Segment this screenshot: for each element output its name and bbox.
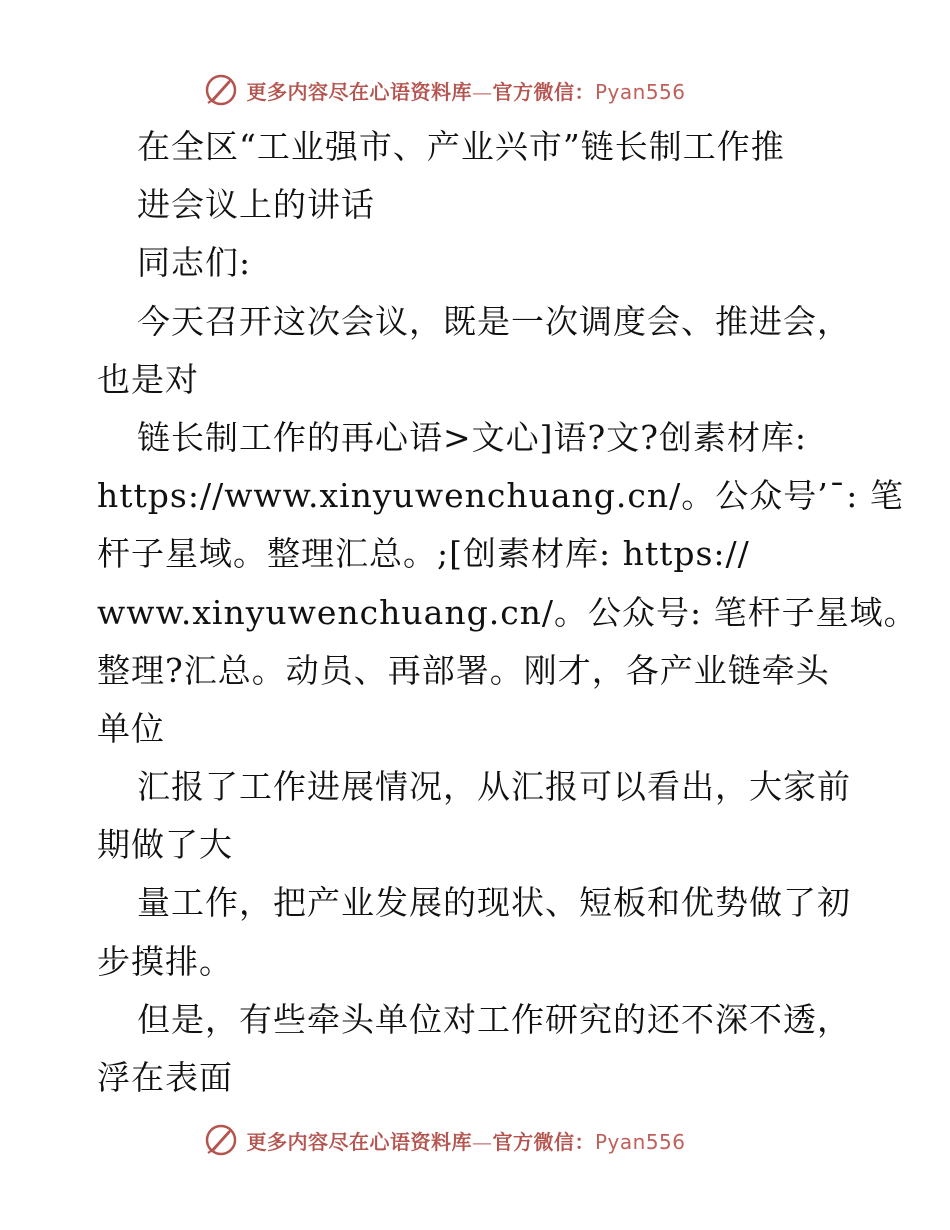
- footer-banner-suffix: 官方微信：: [492, 1129, 595, 1154]
- footer-banner-title: 更多内容尽在心语资料库: [246, 1129, 472, 1154]
- header-banner-title: 更多内容尽在心语资料库: [246, 79, 472, 104]
- doc-line: 杆子星域。整理汇总。;[创素材库: https://: [97, 534, 750, 574]
- doc-line: 期做了大: [97, 825, 233, 865]
- footer-banner: [0, 1120, 950, 1160]
- quill-pen-circle-icon: [204, 1123, 238, 1157]
- document-body: [97, 118, 918, 1107]
- doc-line: 汇报了工作进展情况，从汇报可以看出，大家前: [137, 767, 851, 807]
- doc-line: 链长制工作的再心语>文心]语?文?创素材库:: [137, 417, 808, 457]
- doc-line: 也是对: [97, 359, 199, 399]
- header-banner: [0, 70, 950, 110]
- header-banner-inner: [204, 73, 685, 107]
- doc-line: https://www.xinyuwenchuang.cn/。公众号’¯: 笔: [97, 476, 904, 516]
- doc-line: 在全区“工业强市、产业兴市”链长制工作推: [137, 127, 785, 166]
- footer-banner-wechat-id: Pyan556: [594, 1129, 686, 1154]
- footer-banner-dash: —: [471, 1129, 493, 1154]
- header-banner-dash: —: [471, 79, 493, 104]
- doc-line: 量工作，把产业发展的现状、短板和优势做了初: [137, 883, 851, 923]
- doc-line: 单位: [97, 708, 165, 748]
- footer-banner-inner: [204, 1123, 685, 1157]
- doc-line: 步摸排。: [97, 941, 233, 981]
- doc-line: www.xinyuwenchuang.cn/。公众号: 笔杆子星域。: [97, 592, 918, 632]
- doc-line: 但是，有些牵头单位对工作研究的还不深不透，: [137, 999, 851, 1039]
- doc-line: 浮在表面: [97, 1058, 233, 1097]
- doc-line: 整理?汇总。动员、再部署。刚才，各产业链牵头: [97, 650, 830, 690]
- doc-line: 进会议上的讲话: [137, 185, 375, 225]
- doc-line: 同志们:: [137, 243, 252, 283]
- header-banner-wechat-id: Pyan556: [594, 79, 686, 104]
- footer-banner-text: [246, 1126, 685, 1155]
- doc-line: 今天召开这次会议，既是一次调度会、推进会，: [137, 301, 851, 341]
- header-banner-suffix: 官方微信：: [492, 79, 595, 104]
- header-banner-text: [246, 76, 685, 105]
- quill-pen-circle-icon: [204, 73, 238, 107]
